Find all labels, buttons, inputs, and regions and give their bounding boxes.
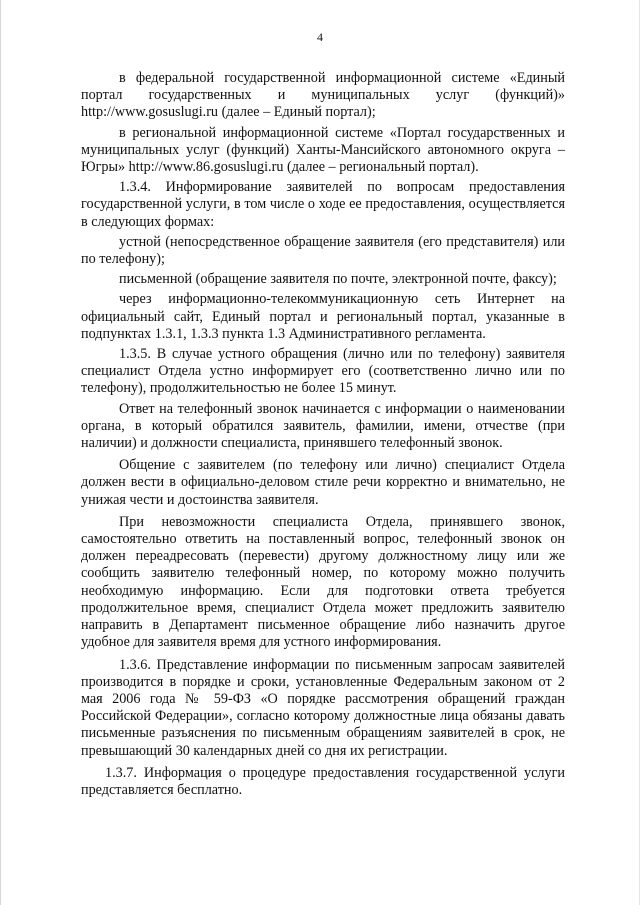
paragraph-redirect-call: При невозможности специалиста Отдела, принявшего звонок, самостоятельно ответить на поставленный вопрос, телефонный звонок он должен переадресовать (перевести) другому должностному лицу или же сообщить заявителю телефонный номер, по которому можно получить необходимую информацию. Если для подготовки ответа требуется продолжительное время, специалист Отдела может предложить заявителю направить в Департамент письменное обращение либо назначить другое удобное для заявителя время для устного информирования. [81,513,565,651]
paragraph-1-3-6: 1.3.6. Представление информации по письменным запросам заявителей производится в порядке и сроки, установленные Федеральным законом от 2 мая 2006 года № 59-ФЗ «О порядке рассмотрения обращений граждан Российской Федерации», согласно которому должностные лица обязаны давать письменные разъяснения по письменным обращениям заявителей в срок, не превышающий 30 календарных дней со дня их регистрации. [81,656,565,759]
paragraph-1-3-7: 1.3.7. Информация о процедуре предоставления государственной услуги представляется бесплатно. [81,764,565,798]
paragraph-written-form: письменной (обращение заявителя по почте, электронной почте, факсу); [119,271,557,288]
paragraph-oral-form: устной (непосредственное обращение заявителя (его представителя) или по телефону); [81,233,565,268]
page-number: 4 [317,30,323,44]
paragraph-internet-form: через информационно-телекоммуникационную сеть Интернет на официальный сайт, Единый портал и региональный портал, указанные в подпунктах 1.3.1, 1.3.3 пункта 1.3 Административного регламента. [81,291,565,342]
paragraph-regional-portal: в региональной информационной системе «Портал государственных и муниципальных услуг (функций) Ханты-Мансийского автономного округа – Югры» http://www.86.gosuslugi.ru (далее – региональный портал). [81,124,565,176]
paragraph-1-3-5: 1.3.5. В случае устного обращения (лично или по телефону) заявителя специалист Отдела устно информирует его (соответственно лично или по телефону), продолжительностью не более 15 минут. [81,346,565,397]
paragraph-communication-style: Общение с заявителем (по телефону или лично) специалист Отдела должен вести в официально-деловом стиле речи корректно и внимательно, не унижая чести и достоинства заявителя. [81,457,565,508]
document-body [81,70,565,804]
paragraph-1-3-4: 1.3.4. Информирование заявителей по вопросам предоставления государственной услуги, в том числе о ходе ее предоставления, осуществляется в следующих формах: [81,179,565,230]
paragraph-federal-portal: в федеральной государственной информационной системе «Единый портал государственных и муниципальных услуг (функций)» http://www.gosuslugi.ru (далее – Единый портал); [81,70,565,121]
paragraph-phone-answer: Ответ на телефонный звонок начинается с информации о наименовании органа, в который обратился заявитель, фамилии, имени, отчестве (при наличии) и должности специалиста, принявшего телефонный звонок. [81,400,565,452]
